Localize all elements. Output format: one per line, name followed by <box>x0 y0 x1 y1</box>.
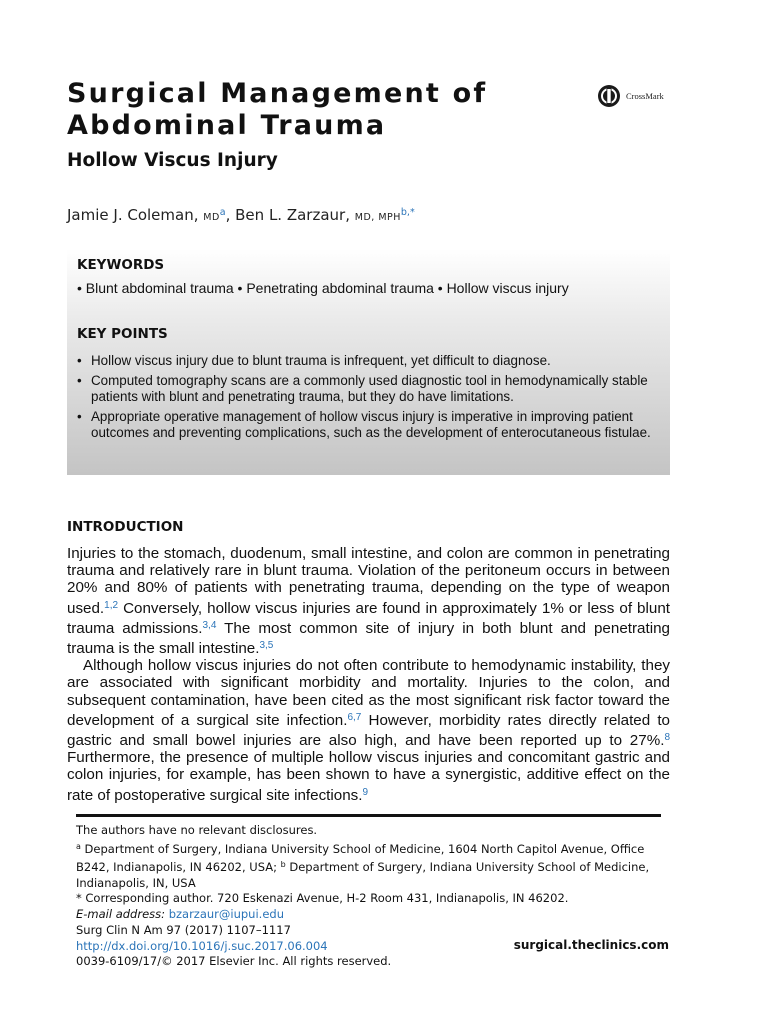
citation-ref[interactable]: 8 <box>664 732 670 744</box>
affiliation-text: Department of Surgery, Indiana University School of Medicine, Indianapolis, IN, USA <box>76 860 650 890</box>
journal-site[interactable]: surgical.theclinics.com <box>513 938 669 952</box>
key-point-item: • Appropriate operative management of hollow viscus injury is imperative in improving patient outcomes and preventing complications, such as the development of enterocutaneous fistulae. <box>77 409 660 442</box>
key-point-item: • Hollow viscus injury due to blunt trauma is infrequent, yet difficult to diagnose. <box>77 353 660 370</box>
paragraph-text: Conversely, hollow viscus injuries are found in approximately 1% or less of blunt trauma admissions. <box>67 599 670 637</box>
citation-ref[interactable]: 3,4 <box>202 619 217 631</box>
key-point-item: • Computed tomography scans are a commonly used diagnostic tool in hemodynamically stable patients with blunt and penetrating trauma, but they do have limitations. <box>77 373 660 406</box>
affiliation-text: Department of Surgery, Indiana University School of Medicine, 1604 North Capitol Avenue, Office B242, Indianapolis, IN 46202, USA; <box>76 841 645 874</box>
paragraph-text: Furthermore, the presence of multiple hollow viscus injuries and concomitant gastric and colon injuries, for example, has been shown to have a synergistic, additive effect on the rate of postoperative surgical site infections. <box>67 749 670 804</box>
paragraph-text: Injuries to the stomach, duodenum, small intestine, and colon are common in penetrating trauma and relatively rare in blunt trauma. Violation of the peritoneum occurs in between 20% and 80% of patients with penetrating trauma, depending on the type of weapon used. <box>67 545 670 617</box>
email-line <box>76 907 666 923</box>
keywords-list: • Blunt abdominal trauma • Penetrating abdominal trauma • Hollow viscus injury <box>77 280 569 296</box>
journal-citation: Surg Clin N Am 97 (2017) 1107–1117 <box>76 923 291 937</box>
citation-ref[interactable]: 3,5 <box>259 640 274 652</box>
key-points-heading: KEY POINTS <box>77 326 168 342</box>
paragraph <box>67 545 670 657</box>
doi-link[interactable]: http://dx.doi.org/10.1016/j.suc.2017.06.004 <box>76 938 328 953</box>
affiliation-mark: a <box>76 841 81 851</box>
paragraph-text: Although hollow viscus injuries do not often contribute to hemodynamic instability, they are associated with significant morbidity and mortality. Injuries to the colon, and subsequent contamination, have been cited as the most significant risk factor toward the development of a surgical site infection. <box>67 657 670 729</box>
paragraph-text: The most common site of injury in both blunt and penetrating trauma is the small intestine. <box>67 619 670 658</box>
crossmark-badge[interactable] <box>597 84 664 108</box>
article-subtitle: Hollow Viscus Injury <box>67 150 278 171</box>
disclosure-note: The authors have no relevant disclosures. <box>76 823 318 837</box>
crossmark-icon <box>597 84 621 108</box>
footnote-divider <box>76 814 661 817</box>
paragraph <box>67 657 670 804</box>
corresponding-note: * Corresponding author. 720 Eskenazi Avenue, H-2 Room 431, Indianapolis, IN 46202. <box>76 891 569 905</box>
author-name: Jamie J. Coleman, <box>67 206 199 224</box>
author-degree: MD <box>203 212 220 223</box>
introduction-body <box>67 545 670 804</box>
keywords-heading: KEYWORDS <box>77 257 165 273</box>
affiliations-note <box>76 839 666 892</box>
footnotes <box>76 823 666 922</box>
affiliation-mark[interactable]: a <box>219 207 226 218</box>
paragraph-text: However, morbidity rates directly related to gastric and small bowel injuries are also high, and have been reported up to 27%. <box>67 711 670 750</box>
copyright-line: 0039-6109/17/© 2017 Elsevier Inc. All rights reserved. <box>76 954 392 968</box>
email-label: E-mail address: <box>76 906 166 921</box>
affiliation-mark: b <box>280 860 286 869</box>
journal-info <box>76 923 391 970</box>
citation-ref[interactable]: 9 <box>362 786 369 798</box>
author-name: , Ben L. Zarzaur, <box>225 206 350 224</box>
citation-ref[interactable]: 6,7 <box>347 711 362 723</box>
introduction-heading: INTRODUCTION <box>67 519 184 535</box>
affiliation-mark[interactable]: b,* <box>400 207 415 218</box>
author-line <box>67 206 415 224</box>
author-degree: MD, MPH <box>354 212 401 223</box>
email-link[interactable]: bzarzaur@iupui.edu <box>168 906 284 921</box>
citation-ref[interactable]: 1,2 <box>104 599 119 611</box>
key-points-list <box>77 353 660 445</box>
article-title: Surgical Management of Abdominal Trauma <box>67 78 488 141</box>
crossmark-label: CrossMark <box>626 91 664 101</box>
keywords-keypoints-box <box>67 249 670 475</box>
